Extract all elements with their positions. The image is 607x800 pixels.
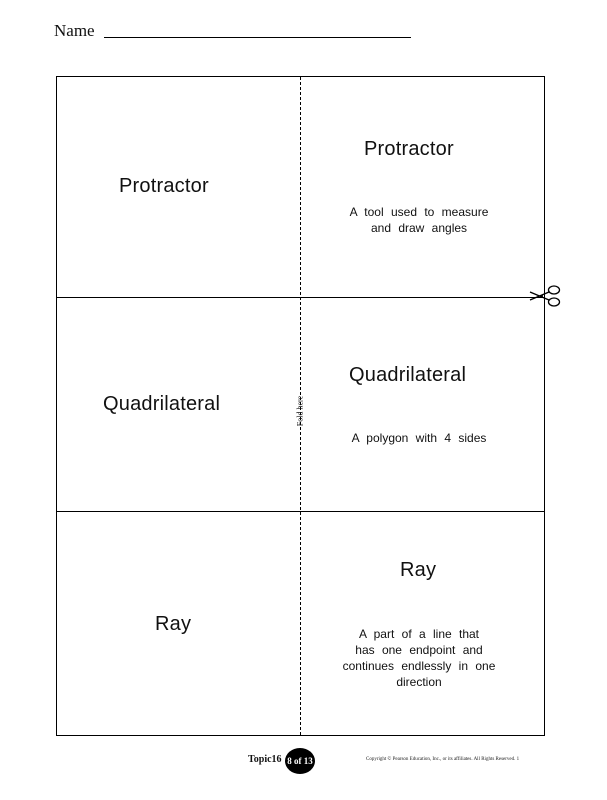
name-blank-line <box>104 37 411 38</box>
term-front-quadrilateral: Quadrilateral <box>103 393 221 415</box>
definition-line: A tool used to measure <box>349 205 489 219</box>
definition-line: A polygon with 4 sides <box>351 431 487 445</box>
copyright-notice: Copyright © Pearson Education, Inc., or its affiliates. All Rights Reserved. 1 <box>366 757 520 762</box>
page-number-badge: 8 of 13 <box>285 748 315 774</box>
term-back-ray: Ray <box>400 559 437 581</box>
term-back-protractor: Protractor <box>364 138 454 160</box>
term-front-protractor: Protractor <box>119 175 209 197</box>
definition-line: A part of a line that <box>358 627 480 641</box>
definition-line: and draw angles <box>370 221 468 235</box>
scissors-icon <box>528 284 562 308</box>
term-front-ray: Ray <box>155 613 192 635</box>
name-label: Name <box>54 21 95 40</box>
definition-quadrilateral <box>319 430 519 446</box>
definition-protractor <box>319 204 519 236</box>
vocabulary-card-sheet <box>56 76 545 736</box>
definition-line: has one endpoint and <box>355 643 483 657</box>
name-field <box>54 20 414 42</box>
definition-line: direction <box>396 675 442 689</box>
definition-line: continues endlessly in one <box>342 659 496 673</box>
term-back-quadrilateral: Quadrilateral <box>349 364 467 386</box>
fold-label <box>293 389 307 433</box>
footer-topic: Topic16 <box>248 754 282 765</box>
definition-ray <box>319 626 519 690</box>
fold-label-text: Fold here <box>295 395 305 427</box>
